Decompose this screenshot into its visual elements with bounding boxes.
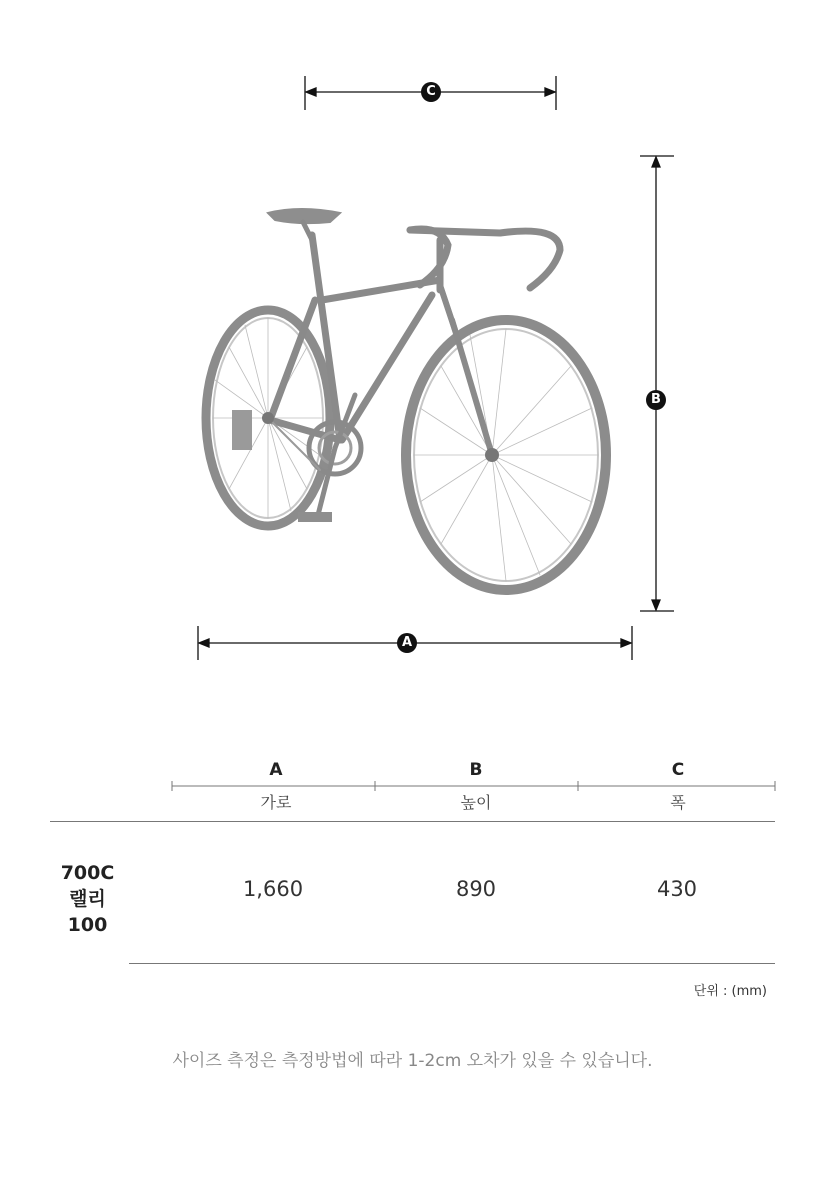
table-bottom-divider [129,963,775,964]
bicycle-image [206,209,606,590]
dimension-a-marker: A [397,633,417,653]
dimension-c-marker: C [421,82,441,102]
model-name-line1: 700C [60,862,115,884]
table-header-divider [50,821,775,822]
column-divider-line [0,778,825,798]
column-b-label: 높이 [460,793,492,812]
column-a-label: 가로 [260,793,292,812]
unit-label: 단위 : (mm) [693,984,767,999]
column-c-letter: C [671,760,685,780]
model-name [40,860,135,938]
model-name-line2: 랠리 [69,888,106,910]
value-c-cell: 430 [656,877,698,901]
value-a-cell: 1,660 [242,877,304,901]
model-name-line3: 100 [67,914,108,936]
column-a-letter: A [269,760,283,780]
dimension-b-marker: B [646,390,666,410]
column-b-letter: B [469,760,483,780]
column-c-label: 폭 [670,793,686,812]
value-b-cell: 890 [455,877,497,901]
dimension-b-line [640,156,674,611]
measurement-note: 사이즈 측정은 측정방법에 따라 1-2cm 오차가 있을 수 있습니다. [172,1051,653,1071]
